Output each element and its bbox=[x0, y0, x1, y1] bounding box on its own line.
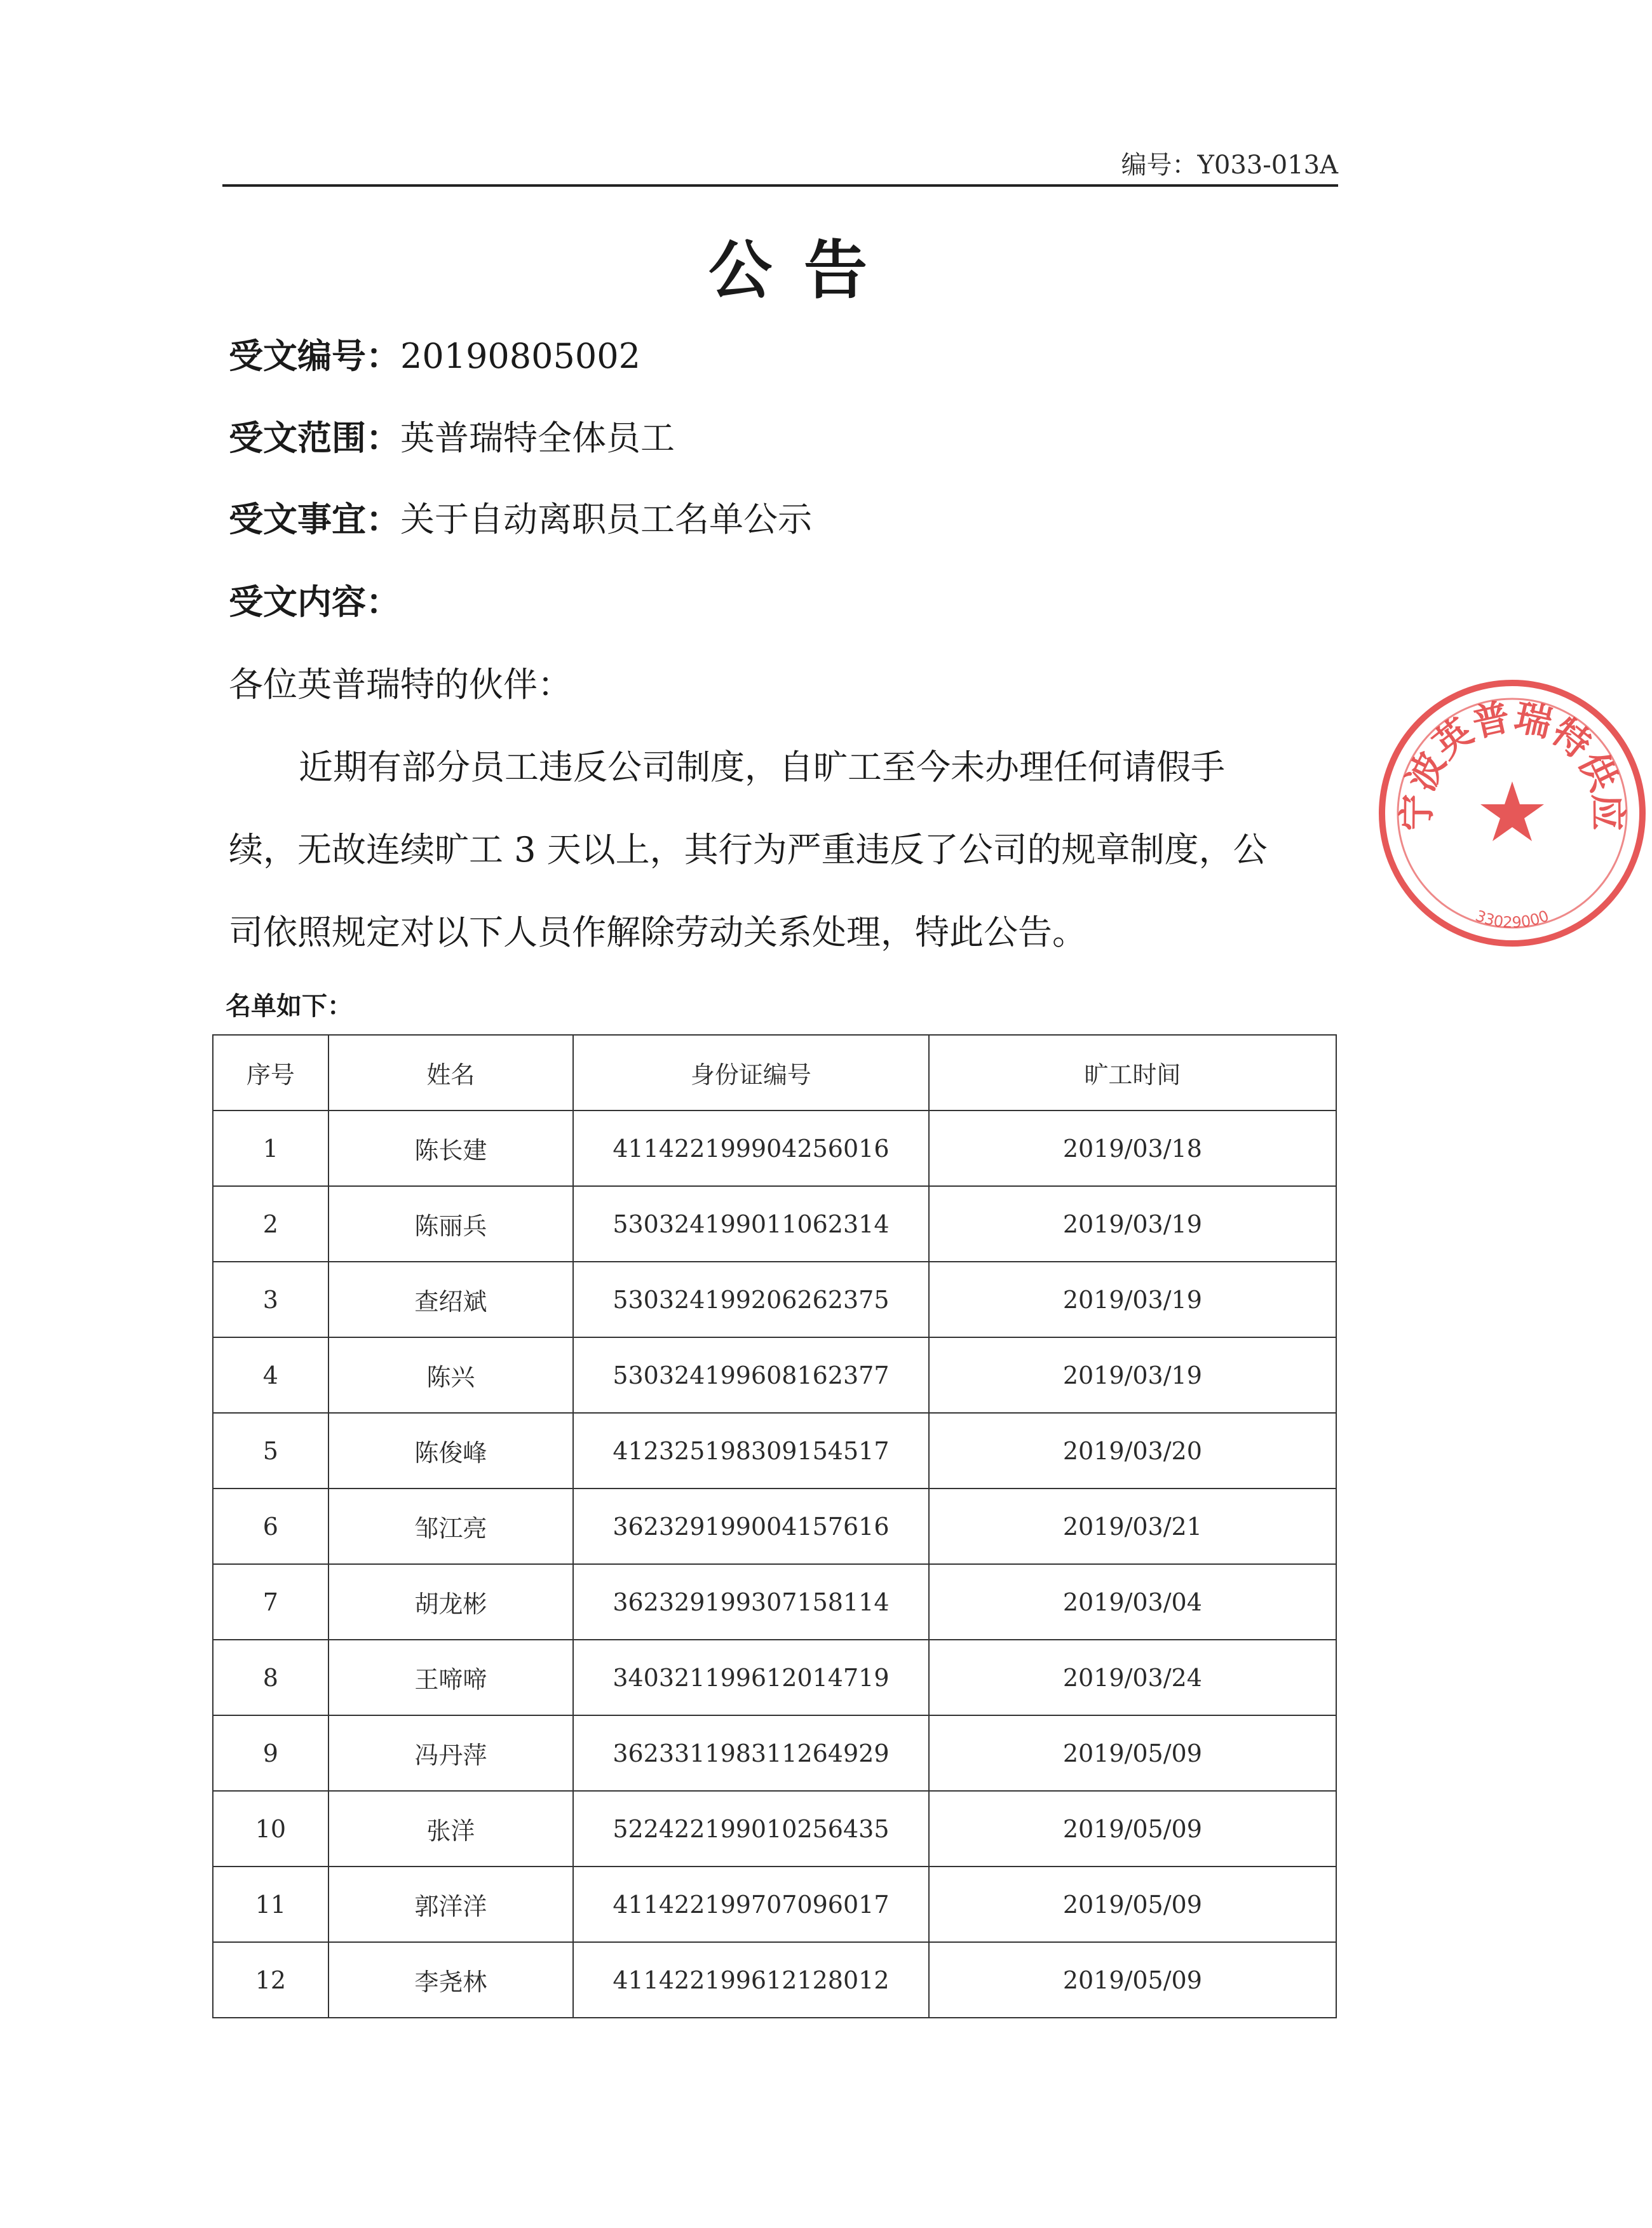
cell-index: 4 bbox=[213, 1337, 328, 1413]
cell-id-number: 530324199011062314 bbox=[573, 1186, 929, 1262]
cell-index: 3 bbox=[213, 1262, 328, 1337]
cell-name: 冯丹萍 bbox=[328, 1715, 573, 1791]
table-row bbox=[213, 1186, 1336, 1262]
header-absence-date: 旷工时间 bbox=[929, 1035, 1336, 1111]
header-index: 序号 bbox=[213, 1035, 328, 1111]
body-line-3: 司依照规定对以下人员作解除劳动关系处理，特此公告。 bbox=[229, 912, 1087, 952]
cell-id-number: 362329199307158114 bbox=[573, 1564, 929, 1640]
cell-index: 1 bbox=[213, 1111, 328, 1186]
field-value: 关于自动离职员工名单公示 bbox=[400, 499, 812, 539]
cell-date: 2019/03/19 bbox=[929, 1262, 1336, 1337]
field-label: 受文范围： bbox=[229, 418, 400, 458]
header-name: 姓名 bbox=[328, 1035, 573, 1111]
field-value: 20190805002 bbox=[400, 336, 640, 376]
seal-code: 33029000 bbox=[1473, 907, 1552, 932]
header-rule bbox=[222, 184, 1338, 187]
cell-date: 2019/05/09 bbox=[929, 1791, 1336, 1867]
cell-id-number: 411422199707096017 bbox=[573, 1867, 929, 1942]
cell-id-number: 362331198311264929 bbox=[573, 1715, 929, 1791]
cell-date: 2019/05/09 bbox=[929, 1715, 1336, 1791]
cell-date: 2019/03/19 bbox=[929, 1337, 1336, 1413]
cell-name: 陈兴 bbox=[328, 1337, 573, 1413]
field-subject bbox=[229, 492, 812, 541]
cell-id-number: 411422199612128012 bbox=[573, 1942, 929, 2018]
cell-name: 陈长建 bbox=[328, 1111, 573, 1186]
table-row bbox=[213, 1564, 1336, 1640]
cell-index: 5 bbox=[213, 1413, 328, 1489]
cell-index: 11 bbox=[213, 1867, 328, 1942]
greeting: 各位英普瑞特的伙伴： bbox=[229, 665, 572, 705]
page-title: 公告 bbox=[708, 233, 899, 307]
field-scope bbox=[229, 411, 675, 460]
field-doc-number bbox=[229, 329, 640, 378]
table-row bbox=[213, 1640, 1336, 1715]
cell-name: 邹江亮 bbox=[328, 1489, 573, 1564]
cell-name: 查绍斌 bbox=[328, 1262, 573, 1337]
table-row bbox=[213, 1262, 1336, 1337]
table-row bbox=[213, 1867, 1336, 1942]
table-row bbox=[213, 1111, 1336, 1186]
table-row bbox=[213, 1413, 1336, 1489]
table-row bbox=[213, 1791, 1336, 1867]
body-line-2: 续，无故连续旷工 3 天以上，其行为严重违反了公司的规章制度，公 bbox=[229, 830, 1268, 870]
table-row bbox=[213, 1715, 1336, 1791]
body-line-1: 近期有部分员工违反公司制度，自旷工至今未办理任何请假手 bbox=[299, 747, 1225, 787]
cell-date: 2019/05/09 bbox=[929, 1867, 1336, 1942]
field-value: 英普瑞特全体员工 bbox=[400, 418, 675, 458]
cell-name: 陈丽兵 bbox=[328, 1186, 573, 1262]
cell-date: 2019/03/24 bbox=[929, 1640, 1336, 1715]
field-label: 受文编号： bbox=[229, 336, 400, 376]
field-label: 受文内容： bbox=[229, 582, 400, 622]
cell-id-number: 530324199608162377 bbox=[573, 1337, 929, 1413]
cell-name: 郭洋洋 bbox=[328, 1867, 573, 1942]
cell-name: 王啼啼 bbox=[328, 1640, 573, 1715]
cell-name: 张洋 bbox=[328, 1791, 573, 1867]
company-seal bbox=[1372, 673, 1652, 953]
list-label: 名单如下： bbox=[226, 992, 353, 1021]
cell-id-number: 340321199612014719 bbox=[573, 1640, 929, 1715]
table-row bbox=[213, 1942, 1336, 2018]
cell-name: 胡龙彬 bbox=[328, 1564, 573, 1640]
cell-index: 2 bbox=[213, 1186, 328, 1262]
table-header-row bbox=[213, 1035, 1336, 1111]
seal-star-icon bbox=[1480, 781, 1544, 841]
field-content bbox=[229, 575, 400, 624]
cell-index: 7 bbox=[213, 1564, 328, 1640]
cell-index: 8 bbox=[213, 1640, 328, 1715]
seal-text: 宁波英普瑞特供应 bbox=[1395, 695, 1630, 832]
cell-date: 2019/03/20 bbox=[929, 1413, 1336, 1489]
cell-index: 12 bbox=[213, 1942, 328, 2018]
cell-id-number: 362329199004157616 bbox=[573, 1489, 929, 1564]
document-number: 编号：Y033-013A bbox=[1121, 151, 1338, 180]
cell-date: 2019/05/09 bbox=[929, 1942, 1336, 2018]
cell-date: 2019/03/21 bbox=[929, 1489, 1336, 1564]
cell-id-number: 412325198309154517 bbox=[573, 1413, 929, 1489]
cell-name: 陈俊峰 bbox=[328, 1413, 573, 1489]
table-row bbox=[213, 1489, 1336, 1564]
cell-id-number: 530324199206262375 bbox=[573, 1262, 929, 1337]
cell-index: 9 bbox=[213, 1715, 328, 1791]
table-row bbox=[213, 1337, 1336, 1413]
cell-index: 6 bbox=[213, 1489, 328, 1564]
cell-id-number: 411422199904256016 bbox=[573, 1111, 929, 1186]
cell-date: 2019/03/18 bbox=[929, 1111, 1336, 1186]
header-id-number: 身份证编号 bbox=[573, 1035, 929, 1111]
cell-name: 李尧林 bbox=[328, 1942, 573, 2018]
cell-date: 2019/03/19 bbox=[929, 1186, 1336, 1262]
cell-date: 2019/03/04 bbox=[929, 1564, 1336, 1640]
roster-table bbox=[212, 1034, 1337, 2018]
cell-index: 10 bbox=[213, 1791, 328, 1867]
cell-id-number: 522422199010256435 bbox=[573, 1791, 929, 1867]
field-label: 受文事宜： bbox=[229, 499, 400, 539]
